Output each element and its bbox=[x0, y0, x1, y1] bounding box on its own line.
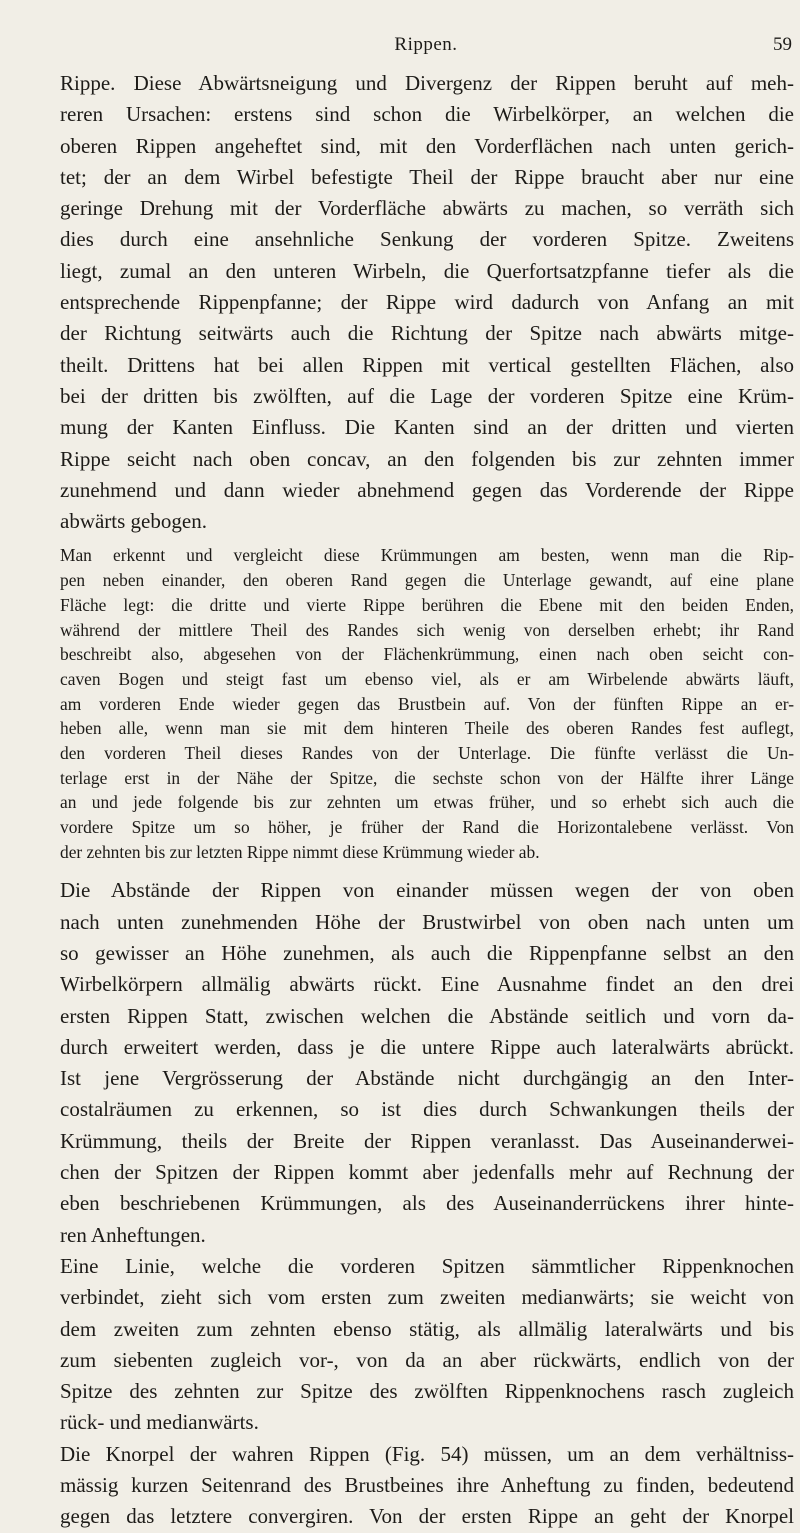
text-line: der Richtung seitwärts auch die Richtung der Spitze nach abwärts mitge- bbox=[60, 321, 794, 346]
text-line: Man erkennt und vergleicht diese Krümmungen am besten, wenn man die Rip- bbox=[60, 545, 794, 566]
text-line: zunehmend und dann wieder abnehmend gegen das Vorderende der Rippe bbox=[60, 477, 794, 502]
text-line: während der mittlere Theil des Randes sich wenig von derselben erhebt; ihr Rand bbox=[60, 619, 794, 640]
text-line: Rippe. Diese Abwärtsneigung und Divergenz der Rippen beruht auf meh- bbox=[60, 71, 794, 95]
text-line: entsprechende Rippenpfanne; der Rippe wird dadurch von Anfang an mit bbox=[60, 290, 794, 315]
text-line: terlage erst in der Nähe der Spitze, die sechste schon von der Hälfte ihrer Länge bbox=[60, 767, 794, 788]
text-line: dies durch eine ansehnliche Senkung der vorderen Spitze. Zweitens bbox=[60, 227, 794, 252]
small-print-paragraph bbox=[60, 543, 794, 864]
text-line: Spitze des zehnten zur Spitze des zwölften Rippenknochens rasch zugleich bbox=[60, 1379, 794, 1404]
body-text bbox=[60, 68, 794, 1533]
paragraph bbox=[60, 1251, 794, 1439]
text-line: eben beschriebenen Krümmungen, als des Auseinanderrückens ihrer hinte- bbox=[60, 1191, 794, 1216]
text-line: Wirbelkörpern allmälig abwärts rückt. Eine Ausnahme findet an den drei bbox=[60, 972, 794, 997]
text-line: abwärts gebogen. bbox=[60, 509, 207, 534]
text-line: durch erweitert werden, dass je die untere Rippe auch lateralwärts abrückt. bbox=[60, 1034, 794, 1059]
text-line: pen neben einander, den oberen Rand gegen die Unterlage gewandt, auf eine plane bbox=[60, 570, 794, 591]
running-head bbox=[60, 34, 792, 64]
text-line: Die Knorpel der wahren Rippen (Fig. 54) müssen, um an dem verhältniss- bbox=[60, 1441, 794, 1466]
text-line: vordere Spitze um so höher, je früher der Rand die Horizontalebene verlässt. Von bbox=[60, 817, 794, 838]
text-line: oberen Rippen angeheftet sind, mit den Vorderflächen nach unten gerich- bbox=[60, 133, 794, 158]
text-line: so gewisser an Höhe zunehmen, als auch die Rippenpfanne selbst an den bbox=[60, 940, 794, 965]
text-line: caven Bogen und steigt fast um ebenso viel, als er am Wirbelende abwärts läuft, bbox=[60, 668, 794, 689]
text-line: Die Abstände der Rippen von einander müssen wegen der von oben bbox=[60, 878, 794, 903]
text-line: nach unten zunehmenden Höhe der Brustwirbel von oben nach unten um bbox=[60, 909, 794, 934]
text-line: bei der dritten bis zwölften, auf die Lage der vorderen Spitze eine Krüm- bbox=[60, 383, 794, 408]
text-line: beschreibt also, abgesehen von der Flächenkrümmung, einen nach oben seicht con- bbox=[60, 644, 794, 665]
text-line: gegen das letztere convergiren. Von der ersten Rippe an geht der Knorpel bbox=[60, 1504, 794, 1529]
text-line: an und jede folgende bis zur zehnten um etwas früher, und so erhebt sich auch die bbox=[60, 792, 794, 813]
text-line: reren Ursachen: erstens sind schon die Wirbelkörper, an welchen die bbox=[60, 102, 794, 127]
text-line: den vorderen Theil dieses Randes von der Unterlage. Die fünfte verlässt die Un- bbox=[60, 742, 794, 763]
paragraph bbox=[60, 875, 794, 1251]
text-line: Rippe seicht nach oben concav, an den folgenden bis zur zehnten immer bbox=[60, 446, 794, 471]
text-line: Eine Linie, welche die vorderen Spitzen sämmtlicher Rippenknochen bbox=[60, 1253, 794, 1278]
paragraph bbox=[60, 1439, 794, 1533]
text-line: Fläche legt: die dritte und vierte Rippe berühren die Ebene mit den beiden Enden, bbox=[60, 594, 794, 615]
text-line: geringe Drehung mit der Vorderfläche abwärts zu machen, so verräth sich bbox=[60, 196, 794, 221]
text-line: mung der Kanten Einfluss. Die Kanten sind an der dritten und vierten bbox=[60, 415, 794, 440]
text-line: Ist jene Vergrösserung der Abstände nicht durchgängig an den Inter- bbox=[60, 1066, 794, 1091]
text-line: verbindet, zieht sich vom ersten zum zweiten medianwärts; sie weicht von bbox=[60, 1285, 794, 1310]
text-line: der zehnten bis zur letzten Rippe nimmt diese Krümmung wieder ab. bbox=[60, 841, 540, 862]
text-line: zum siebenten zugleich vor-, von da an aber rückwärts, endlich von der bbox=[60, 1347, 794, 1372]
text-line: dem zweiten zum zehnten ebenso stätig, als allmälig lateralwärts und bis bbox=[60, 1316, 794, 1341]
text-line: heben alle, wenn man sie mit dem hinteren Theile des oberen Randes fest auflegt, bbox=[60, 718, 794, 739]
text-line: chen der Spitzen der Rippen kommt aber jedenfalls mehr auf Rechnung der bbox=[60, 1160, 794, 1185]
paragraph bbox=[60, 68, 794, 537]
text-line: liegt, zumal an den unteren Wirbeln, die Querfortsatzpfanne tiefer als die bbox=[60, 258, 794, 283]
text-line: Krümmung, theils der Breite der Rippen veranlasst. Das Auseinanderwei- bbox=[60, 1128, 794, 1153]
text-line: rück- und medianwärts. bbox=[60, 1410, 259, 1435]
running-title: Rippen. bbox=[394, 34, 458, 55]
text-line: tet; der an dem Wirbel befestigte Theil der Rippe braucht aber nur eine bbox=[60, 164, 794, 189]
page-number: 59 bbox=[773, 34, 792, 55]
text-line: ren Anheftungen. bbox=[60, 1222, 206, 1247]
text-line: mässig kurzen Seitenrand des Brustbeines ihre Anheftung zu finden, bedeutend bbox=[60, 1473, 794, 1498]
text-line: theilt. Drittens hat bei allen Rippen mit vertical gestellten Flächen, also bbox=[60, 352, 794, 377]
text-line: ersten Rippen Statt, zwischen welchen die Abstände seitlich und vorn da- bbox=[60, 1003, 794, 1028]
text-line: am vorderen Ende wieder gegen das Brustbein auf. Von der fünften Rippe an er- bbox=[60, 693, 794, 714]
text-line: costalräumen zu erkennen, so ist dies durch Schwankungen theils der bbox=[60, 1097, 794, 1122]
